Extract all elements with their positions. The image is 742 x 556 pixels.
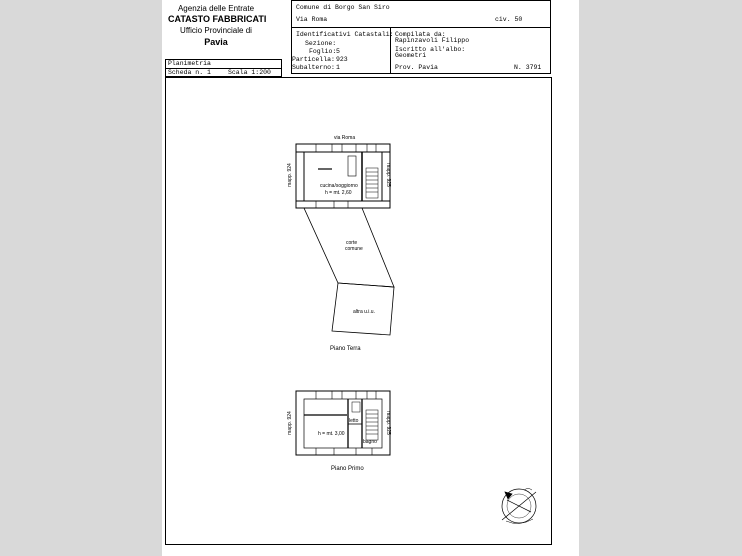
iscritto-value: Geometri bbox=[395, 52, 427, 59]
numero-label: N. 3791 bbox=[514, 64, 542, 71]
particella-value: 923 bbox=[336, 56, 348, 63]
via-text: Via Roma bbox=[296, 16, 328, 23]
altra-uiu-label: altra u.i.u. bbox=[353, 309, 375, 315]
civico-text: civ. 50 bbox=[495, 16, 523, 23]
floor-plan-drawing bbox=[162, 0, 579, 556]
subalterno-label: Subalterno: bbox=[292, 64, 335, 71]
identificativi-title: Identificativi Catastali: bbox=[296, 31, 394, 38]
bagno-label: bagno bbox=[363, 439, 377, 445]
foglio-label: Foglio: bbox=[309, 48, 337, 55]
prov-label: Prov. Pavia bbox=[395, 64, 438, 71]
piano-primo-title: Piano Primo bbox=[331, 466, 364, 472]
ufficio-label: Ufficio Provinciale di bbox=[180, 26, 252, 35]
iscritto-label: Iscritto all'albo: bbox=[395, 46, 466, 53]
primo-stair bbox=[366, 410, 378, 440]
compilata-value: Rapinzavoli Filippo bbox=[395, 37, 470, 44]
letto-label: letto bbox=[349, 418, 359, 424]
side-right-terra: mapp. 925 bbox=[384, 163, 391, 187]
scheda-number: Scheda n. 1 bbox=[168, 69, 211, 76]
comune-text: Comune di Borgo San Siro bbox=[296, 4, 390, 11]
sezione-label: Sezione: bbox=[305, 40, 337, 47]
agency-name: Agenzia delle Entrate bbox=[177, 4, 255, 13]
piano-terra-title: Piano Terra bbox=[330, 346, 361, 352]
particella-label: Particella: bbox=[292, 56, 335, 63]
scala-label: Scala 1:200 bbox=[228, 69, 271, 76]
hm-terra-label: h = mt. 2,60 bbox=[325, 190, 352, 196]
via-roma-label: via Roma bbox=[334, 135, 356, 141]
side-left-primo: mapp. 924 bbox=[286, 411, 293, 435]
compilata-label: Compilata da: bbox=[395, 31, 446, 38]
city-name: Pavia bbox=[204, 37, 228, 47]
cucina-label: cucina/soggiorno bbox=[320, 183, 358, 189]
primo-outer-wall bbox=[296, 391, 390, 455]
corte-label: corte bbox=[346, 240, 358, 246]
foglio-value: 5 bbox=[336, 48, 340, 55]
terra-stair bbox=[366, 168, 378, 198]
side-right-primo: mapp. 925 bbox=[384, 411, 391, 435]
cadastral-sheet bbox=[162, 0, 579, 556]
catasto-title: CATASTO FABBRICATI bbox=[168, 14, 267, 24]
subalterno-value: 1 bbox=[336, 64, 340, 71]
kitchen-counter bbox=[348, 156, 356, 176]
comune-label: comune bbox=[345, 246, 363, 252]
north-arrow-icon bbox=[502, 489, 536, 524]
planimetria-label: Planimetria bbox=[168, 60, 211, 67]
side-left-terra: mapp. 924 bbox=[286, 163, 293, 187]
hm-primo-label: h = mt. 3,00 bbox=[318, 431, 345, 437]
